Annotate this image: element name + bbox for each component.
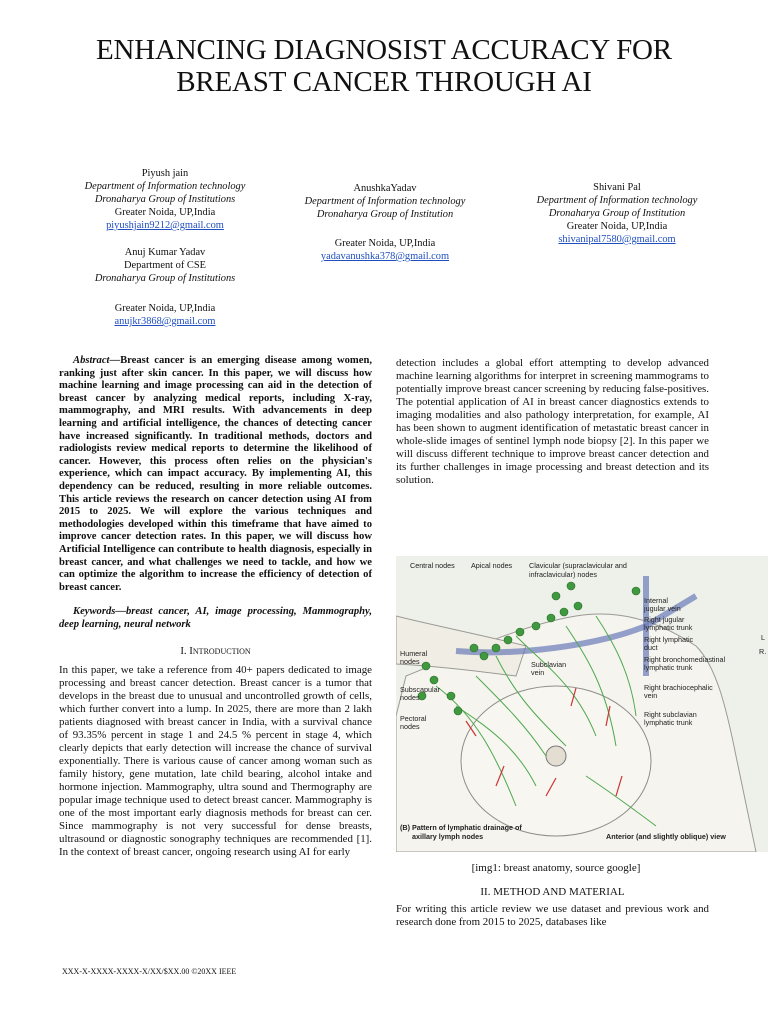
svg-text:(B) Pattern of lymphatic drain: (B) Pattern of lymphatic drainage of [400, 823, 522, 832]
svg-text:Right jugular: Right jugular [644, 615, 685, 624]
svg-text:infraclavicular) nodes: infraclavicular) nodes [529, 570, 597, 579]
author-name: Piyush jain [141, 168, 189, 179]
author-dept: Department of Information technology [536, 195, 698, 206]
author-email-link[interactable]: yadavanushka378@gmail.com [320, 251, 450, 262]
author-org: Dronaharya Group of Institution [316, 209, 454, 220]
author-location: Greater Noida, UP,India [566, 221, 668, 232]
author-email-link[interactable]: shivanipal7580@gmail.com [558, 234, 676, 245]
keywords: Keywords—breast cancer, AI, image processing, Mammography, deep learning, neural network [59, 606, 372, 630]
author-email-link[interactable]: anujkr3868@gmail.com [114, 316, 216, 327]
author-block-3 [275, 182, 495, 263]
svg-text:axillary lymph nodes: axillary lymph nodes [412, 832, 484, 841]
svg-text:vein: vein [531, 668, 545, 677]
svg-text:Right subclavian: Right subclavian [644, 710, 697, 719]
svg-text:vein: vein [644, 691, 658, 700]
footer-copyright: XXX-X-XXXX-XXXX-X/XX/$XX.00 ©20XX IEEE [62, 967, 237, 976]
author-email-link[interactable]: piyushjain9212@gmail.com [106, 220, 224, 231]
author-org: Dronaharya Group of Institutions [94, 194, 236, 205]
svg-text:duct: duct [644, 643, 658, 652]
author-dept: Department of Information technology [84, 181, 246, 192]
introduction-text: In this paper, we take a reference from 40+ papers dedicated to image processing and breast cancer detection. Breast cancer is a tumor that develops in the breast due to unusual and uncontrolled growth of cells, which further convert into a lump. In 2025, there are more than 2 lakh patients diagnosed with breast cancer in India, with a survival chance of 93.35% percent in stage 1 and 24.5 % percent in stage 4, which clearly depicts that early detection will increase the chance of survival exponentially. There is various cause of cancer among woman such as family history, gene mutation, late child bearing, alcohol intake and hormone injection. Mammography, ultra sound and Thermography are popular image technique used to detect breast cancer. Mammography is one of the most important early diagnosis methods for breast can cer. Since mammography is not very successful for dense breasts, ultrasound or diagnostic sonography techniques are recommended [1]. In the context of breast cancer, ongoing research using AI for early [59, 664, 372, 859]
author-block-2 [45, 246, 285, 328]
author-block-4 [507, 181, 727, 246]
svg-text:Anterior (and slightly oblique: Anterior (and slightly oblique) view [606, 832, 726, 841]
figure-caption: [img1: breast anatomy, source google] [471, 862, 641, 874]
section-2 [396, 882, 709, 929]
svg-text:R.: R. [759, 647, 767, 656]
svg-text:lymphatic trunk: lymphatic trunk [644, 718, 693, 727]
svg-text:nodes: nodes [400, 657, 420, 666]
author-dept: Department of Information technology [304, 196, 466, 207]
author-location: Greater Noida, UP,India [334, 238, 436, 249]
breast-anatomy-figure [396, 556, 768, 852]
svg-text:nodes: nodes [400, 722, 420, 731]
svg-text:jugular vein: jugular vein [644, 604, 681, 613]
author-org: Dronaharya Group of Institutions [94, 273, 236, 284]
author-dept: Department of CSE [124, 260, 206, 271]
label-apical-nodes: Apical nodes [471, 561, 513, 570]
abstract-text: —Breast cancer is an emerging disease among women, ranking just after skin cancer. In this paper, we will discuss how machine learning and image processing can aid in the detection of breast cancer by analyzing medical reports, including X-ray, mammography, and MRI results. With advancements in deep learning and artificial intelligence, the chances of detecting cancer have increased significantly. In traditional methods, doctors and radiologists review medical reports to determine the likelihood of cancer. However, this process often relies on the physician's experience, which can impact accuracy. By implementing AI, this dependency can be reduced, resulting in more reliable outcomes. This article reviews the research on cancer detection using AI from 2015 to 2025. We will explore the various techniques and methodologies developed within this timeframe that have aimed to improve cancer detection rates. In this paper, we will discuss how Artificial Intelligence can contribute to health diagnosis, especially in breast cancer, and what challenges we need to tackle, and how we can optimize the algorithm to increase the efficiency of detection of breast cancer. [59, 355, 372, 593]
svg-text:lymphatic trunk: lymphatic trunk [644, 623, 693, 632]
label-internal-jugular: Internal [644, 596, 668, 605]
abstract [59, 355, 372, 594]
svg-text:L: L [761, 633, 765, 642]
author-location: Greater Noida, UP,India [114, 303, 216, 314]
label-central-nodes: Central nodes [410, 561, 455, 570]
svg-text:Pectoral: Pectoral [400, 714, 427, 723]
author-name: Shivani Pal [593, 182, 641, 193]
svg-text:Subscapular: Subscapular [400, 685, 440, 694]
author-name: Anuj Kumar Yadav [124, 247, 206, 258]
abstract-lead: Abstract [73, 355, 110, 366]
method-text: For writing this article review we use dataset and previous work and research done from 2015 to 2025, databases like [396, 902, 709, 928]
section-heading-introduction: I. Introduction [180, 645, 251, 658]
author-block-1 [55, 167, 275, 232]
svg-text:Right bronchomediastinal: Right bronchomediastinal [644, 655, 726, 664]
svg-text:Humeral: Humeral [400, 649, 428, 658]
author-name: AnushkaYadav [353, 183, 417, 194]
svg-text:nodes: nodes [400, 693, 420, 702]
paper-title: ENHANCING DIAGNOSIST ACCURACY FOR BREAST CANCER THROUGH AI [96, 34, 672, 98]
author-org: Dronaharya Group of Institution [548, 208, 686, 219]
label-clavicular-nodes: Clavicular (supraclavicular and [529, 561, 627, 570]
author-location: Greater Noida, UP,India [114, 207, 216, 218]
lymphatic-drainage-illustration [396, 556, 768, 852]
left-column [59, 355, 372, 859]
right-column-text: detection includes a global effort attempting to develop advanced machine learning algorithms for interpret in screening mammograms to potentially improve breast cancer screening by reducing false-positives. The potential application of AI in breast cancer diagnostics extends to imaging modalities and also pathology interpretation, for example, AI has been shown to augment identification of metastatic breast cancer in whole-slide images of sentinel lymph node biopsy [2]. In this paper we will discuss different technique to improve breast cancer detection and its further challenges in image processing and breast detection and its solution. [396, 357, 709, 486]
svg-text:lymphatic trunk: lymphatic trunk [644, 663, 693, 672]
section-heading-method: II. METHOD AND MATERIAL [480, 886, 625, 898]
svg-text:Right brachiocephalic: Right brachiocephalic [644, 683, 713, 692]
svg-text:Right lymphatic: Right lymphatic [644, 635, 694, 644]
svg-text:Subclavian: Subclavian [531, 660, 567, 669]
